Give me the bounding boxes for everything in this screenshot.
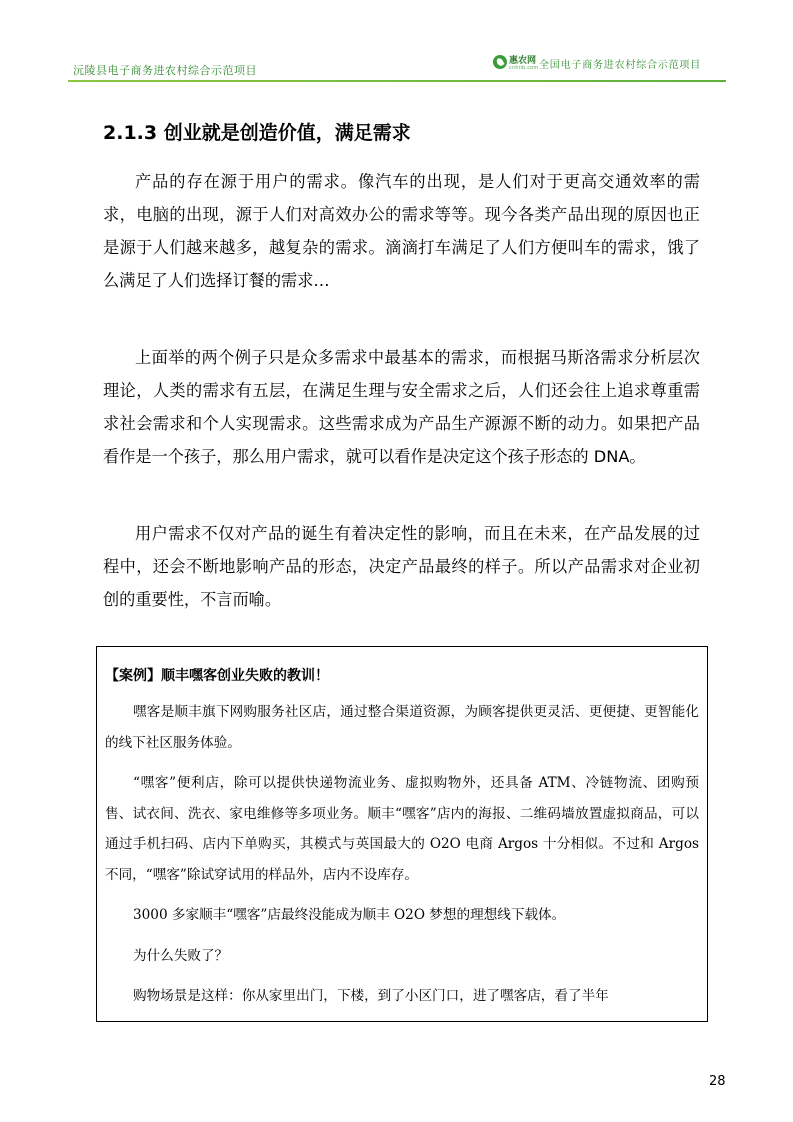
header-program-name: 全国电子商务进农村综合示范项目: [539, 59, 701, 71]
case-title: 【案例】顺丰嘿客创业失败的教训！: [105, 668, 329, 684]
case-body: [105, 697, 699, 1022]
case-paragraph: 购物场景是这样：你从家里出门，下楼，到了小区门口，进了嘿客店，看了半年: [133, 988, 609, 1004]
case-paragraph: “嘿客”便利店，除可以提供快递物流业务、虚拟购物外，还具备 ATM、冷链物流、团购预售、试衣间、洗衣、家电维修等多项业务。顺丰“嘿客”店内的海报、二维码墙放置虚拟商品，可以通过手机扫码、店内下单购买，其模式与英国最大的 O2O 电商 Argos 十分相似。不过和 Argos 不同，“嘿客”除试穿试用的样品外，店内不设库存。: [105, 775, 699, 883]
leaf-icon: [493, 55, 507, 69]
logo-subtext: cnhnb.com: [509, 65, 539, 71]
header-project-name: 沅陵县电子商务进农村综合示范项目: [73, 64, 257, 77]
brand-logo: [493, 52, 539, 74]
case-paragraph: 为什么失败了？: [133, 947, 229, 964]
header-right: [493, 51, 701, 75]
case-paragraph: 3000 多家顺丰“嘿客”店最终没能成为顺丰 O2O 梦想的理想线下载体。: [133, 907, 566, 923]
section-title: 2.1.3 创业就是创造价值，满足需求: [103, 122, 411, 144]
page-number: 28: [709, 1074, 726, 1089]
body-paragraph: 上面举的两个例子只是众多需求中最基本的需求，而根据马斯洛需求分析层次理论，人类的需求有五层，在满足生理与安全需求之后，人们还会往上追求尊重需求社会需求和个人实现需求。这些需求成为产品生产源源不断的动力。如果把产品看作是一个孩子，那么用户需求，就可以看作是决定这个孩子形态的 DNA。: [103, 348, 700, 466]
header-divider: [68, 80, 726, 82]
case-study-box: [96, 646, 708, 1022]
body-paragraph: 用户需求不仅对产品的诞生有着决定性的影响，而且在未来，在产品发展的过程中，还会不断地影响产品的形态，决定产品最终的样子。所以产品需求对企业初创的重要性，不言而喻。: [103, 524, 700, 609]
body-paragraph: 产品的存在源于用户的需求。像汽车的出现，是人们对于更高交通效率的需求，电脑的出现，源于人们对高效办公的需求等等。现今各类产品出现的原因也正是源于人们越来越多，越复杂的需求。滴滴打车满足了人们方便叫车的需求，饿了么满足了人们选择订餐的需求…: [103, 172, 700, 290]
case-paragraph: 嘿客是顺丰旗下网购服务社区店，通过整合渠道资源，为顾客提供更灵活、更便捷、更智能化的线下社区服务体验。: [105, 704, 699, 751]
logo-text: 惠农网: [509, 56, 537, 66]
